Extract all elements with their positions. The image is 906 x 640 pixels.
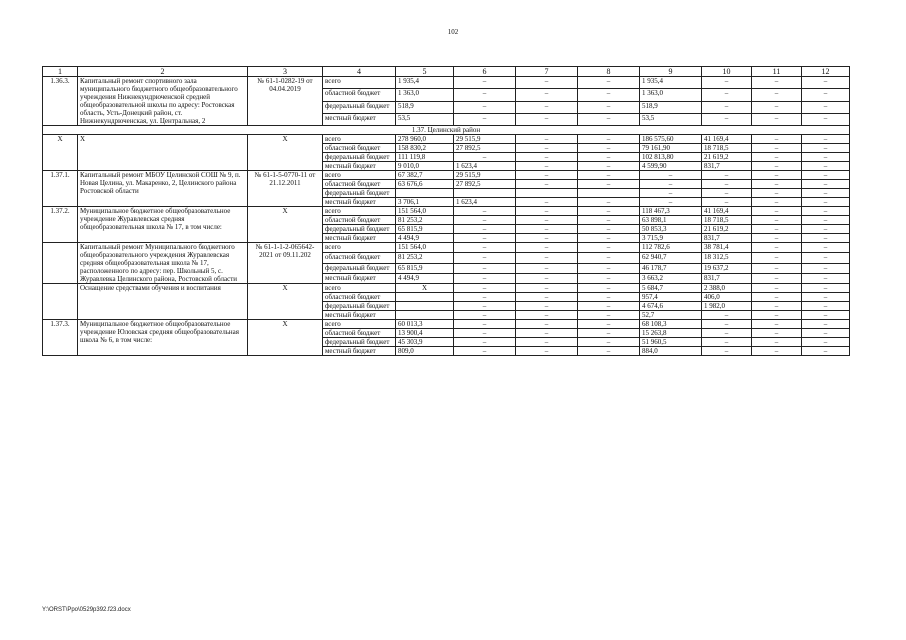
amount-cell: – [578, 207, 640, 216]
amount-cell: – [578, 284, 640, 293]
amount-cell: – [454, 113, 516, 125]
amount-cell: – [702, 113, 752, 125]
amount-cell: – [802, 162, 850, 171]
budget-source: местный бюджет [323, 198, 396, 207]
amount-cell: 4 494,9 [396, 234, 454, 243]
amount-cell: – [516, 347, 578, 356]
amount-cell: – [802, 234, 850, 243]
amount-cell: 27 892,5 [454, 144, 516, 153]
amount-cell: 518,9 [396, 101, 454, 113]
document-ref: № 61-1-5-0770-11 от 21.12.2011 [248, 171, 323, 207]
amount-cell: 3 663,2 [640, 273, 702, 283]
budget-source: федеральный бюджет [323, 225, 396, 234]
amount-cell: 38 781,4 [702, 243, 752, 253]
amount-cell: – [752, 234, 802, 243]
amount-cell: – [454, 234, 516, 243]
amount-cell: 18 312,5 [702, 253, 752, 263]
amount-cell: – [578, 347, 640, 356]
budget-source: местный бюджет [323, 311, 396, 320]
amount-cell: 1 363,0 [396, 89, 454, 101]
amount-cell: 41 169,4 [702, 207, 752, 216]
budget-source: областной бюджет [323, 180, 396, 189]
amount-cell: – [752, 162, 802, 171]
amount-cell: 278 960,0 [396, 135, 454, 144]
amount-cell: 111 119,8 [396, 153, 454, 162]
amount-cell: – [802, 207, 850, 216]
amount-cell: – [516, 101, 578, 113]
amount-cell: – [752, 302, 802, 311]
amount-cell: 831,7 [702, 162, 752, 171]
amount-cell: – [802, 198, 850, 207]
amount-cell: – [578, 113, 640, 125]
amount-cell: – [578, 135, 640, 144]
amount-cell: – [640, 198, 702, 207]
amount-cell: 67 382,7 [396, 171, 454, 180]
amount-cell: – [454, 101, 516, 113]
amount-cell: 46 178,7 [640, 263, 702, 273]
amount-cell: – [802, 311, 850, 320]
amount-cell: – [802, 180, 850, 189]
amount-cell: – [516, 253, 578, 263]
amount-cell: – [578, 320, 640, 329]
amount-cell: – [802, 263, 850, 273]
amount-cell: – [454, 284, 516, 293]
amount-cell: 60 013,3 [396, 320, 454, 329]
amount-cell [396, 302, 454, 311]
budget-source: федеральный бюджет [323, 101, 396, 113]
amount-cell: 1 935,4 [396, 77, 454, 89]
amount-cell: – [516, 89, 578, 101]
amount-cell: 831,7 [702, 273, 752, 283]
amount-cell [396, 293, 454, 302]
amount-cell: 4 494,9 [396, 273, 454, 283]
amount-cell: – [516, 153, 578, 162]
amount-cell: – [702, 329, 752, 338]
amount-cell: – [516, 225, 578, 234]
amount-cell: – [578, 243, 640, 253]
budget-source: федеральный бюджет [323, 263, 396, 273]
amount-cell: 831,7 [702, 234, 752, 243]
amount-cell: – [702, 171, 752, 180]
amount-cell: – [516, 329, 578, 338]
amount-cell: – [516, 338, 578, 347]
amount-cell: 27 892,5 [454, 180, 516, 189]
amount-cell: 112 782,6 [640, 243, 702, 253]
amount-cell: – [578, 198, 640, 207]
amount-cell: – [578, 293, 640, 302]
amount-cell: – [640, 180, 702, 189]
budget-source: федеральный бюджет [323, 189, 396, 198]
amount-cell: 158 830,2 [396, 144, 454, 153]
object-name: Оснащение средствами обучения и воспитания [78, 284, 248, 320]
object-name: Муниципальное бюджетное общеобразовательное учреждение Журавлевская средняя общеобразовательная школа № 17, в том числе: [78, 207, 248, 243]
amount-cell: – [752, 135, 802, 144]
amount-cell: 2 388,0 [702, 284, 752, 293]
amount-cell: 13 900,4 [396, 329, 454, 338]
amount-cell: 19 637,2 [702, 263, 752, 273]
amount-cell: – [752, 180, 802, 189]
amount-cell: – [752, 198, 802, 207]
amount-cell: – [578, 180, 640, 189]
amount-cell: – [752, 253, 802, 263]
amount-cell: – [578, 302, 640, 311]
amount-cell: – [516, 284, 578, 293]
column-header: 7 [516, 67, 578, 77]
column-header: 12 [802, 67, 850, 77]
object-name: Капитальный ремонт МБОУ Целинской СОШ № 9, п. Новая Целина, ул. Макаренко, 2, Целинского района Ростовской области [78, 171, 248, 207]
amount-cell: – [516, 263, 578, 273]
amount-cell: 68 108,3 [640, 320, 702, 329]
amount-cell: 3 706,1 [396, 198, 454, 207]
amount-cell: – [752, 225, 802, 234]
amount-cell: 1 935,4 [640, 77, 702, 89]
amount-cell: 18 718,5 [702, 216, 752, 225]
amount-cell: – [454, 263, 516, 273]
amount-cell: – [578, 162, 640, 171]
amount-cell: – [516, 234, 578, 243]
amount-cell: – [752, 263, 802, 273]
amount-cell: – [752, 243, 802, 253]
section-title: 1.37. Целинский район [43, 126, 850, 135]
budget-source: областной бюджет [323, 216, 396, 225]
amount-cell: 151 564,0 [396, 207, 454, 216]
section-row [43, 126, 850, 135]
budget-source: областной бюджет [323, 253, 396, 263]
amount-cell: 18 718,5 [702, 144, 752, 153]
amount-cell: – [516, 273, 578, 283]
amount-cell: – [454, 225, 516, 234]
amount-cell: – [802, 216, 850, 225]
amount-cell: – [752, 207, 802, 216]
amount-cell: 1 623,4 [454, 198, 516, 207]
row-number: 1.37.1. [43, 171, 78, 207]
amount-cell: – [516, 302, 578, 311]
amount-cell: 52,7 [640, 311, 702, 320]
amount-cell: 29 515,9 [454, 135, 516, 144]
amount-cell: – [802, 144, 850, 153]
amount-cell: – [802, 284, 850, 293]
amount-cell: 62 940,7 [640, 253, 702, 263]
amount-cell [396, 311, 454, 320]
amount-cell: – [802, 77, 850, 89]
amount-cell: – [752, 89, 802, 101]
amount-cell: 809,0 [396, 347, 454, 356]
amount-cell: – [516, 162, 578, 171]
amount-cell: 45 303,9 [396, 338, 454, 347]
amount-cell: – [516, 320, 578, 329]
budget-source: местный бюджет [323, 234, 396, 243]
object-name: Капитальный ремонт спортивного зала муниципального бюджетного общеобразовательного учреждения Нижнекундрюченской средней общеобразовательной школы по адресу: Ростовская область, Усть-Донецкий район, ст. Нижнекундрюченская, ул. Центральная, 2 [78, 77, 248, 126]
amount-cell: – [516, 311, 578, 320]
amount-cell: – [578, 153, 640, 162]
amount-cell: – [454, 207, 516, 216]
amount-cell: – [454, 89, 516, 101]
amount-cell: – [752, 284, 802, 293]
amount-cell: – [454, 253, 516, 263]
budget-source: всего [323, 243, 396, 253]
amount-cell: – [454, 311, 516, 320]
table-row [43, 284, 850, 293]
amount-cell: – [578, 338, 640, 347]
column-header: 6 [454, 67, 516, 77]
amount-cell: – [802, 253, 850, 263]
amount-cell: 53,5 [640, 113, 702, 125]
amount-cell: 81 253,2 [396, 253, 454, 263]
amount-cell: 406,0 [702, 293, 752, 302]
amount-cell: – [516, 216, 578, 225]
object-name: Муниципальное бюджетное общеобразовательное учреждение Юловская средняя общеобразовательная школа № 6, в том числе: [78, 320, 248, 356]
amount-cell: 3 715,9 [640, 234, 702, 243]
budget-source: областной бюджет [323, 293, 396, 302]
amount-cell: – [752, 329, 802, 338]
amount-cell: – [454, 216, 516, 225]
budget-source: областной бюджет [323, 329, 396, 338]
amount-cell: – [454, 243, 516, 253]
amount-cell: – [802, 329, 850, 338]
amount-cell: 50 853,3 [640, 225, 702, 234]
budget-source: местный бюджет [323, 273, 396, 283]
amount-cell: – [578, 144, 640, 153]
amount-cell: – [802, 101, 850, 113]
amount-cell: 63 676,6 [396, 180, 454, 189]
amount-cell: 4 599,90 [640, 162, 702, 171]
amount-cell: 151 564,0 [396, 243, 454, 253]
amount-cell: 102 813,80 [640, 153, 702, 162]
amount-cell: 186 575,60 [640, 135, 702, 144]
amount-cell: – [752, 189, 802, 198]
row-number: 1.37.2. [43, 207, 78, 243]
amount-cell: – [752, 273, 802, 283]
column-header: 10 [702, 67, 752, 77]
amount-cell: – [516, 113, 578, 125]
amount-cell: – [702, 101, 752, 113]
amount-cell: – [702, 320, 752, 329]
amount-cell: 1 623,4 [454, 162, 516, 171]
row-number [43, 243, 78, 284]
document-ref: X [248, 320, 323, 356]
amount-cell: – [578, 89, 640, 101]
budget-table [42, 66, 850, 356]
row-number: X [43, 135, 78, 171]
amount-cell [516, 189, 578, 198]
amount-cell: – [578, 216, 640, 225]
amount-cell: – [802, 225, 850, 234]
column-header: 9 [640, 67, 702, 77]
amount-cell: – [578, 77, 640, 89]
amount-cell: – [516, 135, 578, 144]
row-number: 1.36.3. [43, 77, 78, 126]
document-ref: № 61-1-1-2-065642-2021 от 09.11.202 [248, 243, 323, 284]
amount-cell: – [454, 293, 516, 302]
amount-cell: 5 684,7 [640, 284, 702, 293]
amount-cell: – [516, 180, 578, 189]
budget-source: федеральный бюджет [323, 302, 396, 311]
amount-cell: 15 263,8 [640, 329, 702, 338]
amount-cell: 53,5 [396, 113, 454, 125]
amount-cell: 1 363,0 [640, 89, 702, 101]
budget-source: всего [323, 207, 396, 216]
amount-cell: – [802, 273, 850, 283]
amount-cell: – [702, 198, 752, 207]
amount-cell: – [752, 347, 802, 356]
amount-cell: – [516, 243, 578, 253]
amount-cell: 63 898,1 [640, 216, 702, 225]
column-header: 8 [578, 67, 640, 77]
budget-source: областной бюджет [323, 89, 396, 101]
amount-cell: 884,0 [640, 347, 702, 356]
budget-source: всего [323, 171, 396, 180]
amount-cell: – [702, 189, 752, 198]
amount-cell: – [752, 144, 802, 153]
amount-cell: – [454, 347, 516, 356]
amount-cell: – [752, 293, 802, 302]
amount-cell: – [702, 89, 752, 101]
amount-cell: 9 010,0 [396, 162, 454, 171]
row-number: 1.37.3. [43, 320, 78, 356]
amount-cell: 21 619,2 [702, 225, 752, 234]
amount-cell: – [802, 135, 850, 144]
amount-cell: – [802, 243, 850, 253]
amount-cell: – [802, 320, 850, 329]
amount-cell: – [702, 180, 752, 189]
amount-cell: 957,4 [640, 293, 702, 302]
amount-cell: – [752, 216, 802, 225]
budget-source: федеральный бюджет [323, 153, 396, 162]
amount-cell: – [802, 189, 850, 198]
document-ref: X [248, 135, 323, 171]
amount-cell: X [396, 284, 454, 293]
document-ref: X [248, 207, 323, 243]
column-header: 2 [78, 67, 248, 77]
column-header: 4 [323, 67, 396, 77]
amount-cell [578, 189, 640, 198]
amount-cell: – [702, 347, 752, 356]
amount-cell: – [702, 311, 752, 320]
table-row [43, 171, 850, 180]
amount-cell: 41 169,4 [702, 135, 752, 144]
amount-cell: – [752, 311, 802, 320]
amount-cell: – [702, 338, 752, 347]
amount-cell: 1 982,0 [702, 302, 752, 311]
file-path-footer: Y:\ORST\Ppo\0529p392.f23.docx [42, 607, 131, 613]
table-row [43, 207, 850, 216]
column-header: 11 [752, 67, 802, 77]
amount-cell: – [802, 338, 850, 347]
amount-cell: – [802, 347, 850, 356]
amount-cell: – [516, 77, 578, 89]
amount-cell: – [752, 101, 802, 113]
budget-source: местный бюджет [323, 113, 396, 125]
amount-cell: – [578, 311, 640, 320]
amount-cell: 518,9 [640, 101, 702, 113]
amount-cell: – [516, 293, 578, 302]
amount-cell: – [516, 171, 578, 180]
budget-source: местный бюджет [323, 347, 396, 356]
amount-cell: – [578, 171, 640, 180]
amount-cell: 81 253,2 [396, 216, 454, 225]
amount-cell: – [802, 89, 850, 101]
budget-source: всего [323, 135, 396, 144]
amount-cell: 118 467,3 [640, 207, 702, 216]
amount-cell: – [640, 171, 702, 180]
document-ref: X [248, 284, 323, 320]
amount-cell: 65 815,9 [396, 225, 454, 234]
amount-cell: – [640, 189, 702, 198]
amount-cell: – [578, 273, 640, 283]
row-number [43, 284, 78, 320]
amount-cell: – [578, 234, 640, 243]
amount-cell: – [752, 113, 802, 125]
table-row [43, 135, 850, 144]
budget-source: всего [323, 284, 396, 293]
amount-cell: 4 674,6 [640, 302, 702, 311]
amount-cell: – [802, 153, 850, 162]
amount-cell: – [802, 113, 850, 125]
amount-cell: – [752, 171, 802, 180]
object-name: X [78, 135, 248, 171]
amount-cell: – [752, 153, 802, 162]
amount-cell: – [454, 329, 516, 338]
column-header: 3 [248, 67, 323, 77]
amount-cell: – [516, 198, 578, 207]
budget-source: местный бюджет [323, 162, 396, 171]
document-ref: № 61-1-0282-19 от 04.04.2019 [248, 77, 323, 126]
amount-cell: – [454, 273, 516, 283]
amount-cell: – [578, 101, 640, 113]
amount-cell: 21 619,2 [702, 153, 752, 162]
amount-cell: – [578, 329, 640, 338]
amount-cell: 51 960,5 [640, 338, 702, 347]
amount-cell: 79 161,90 [640, 144, 702, 153]
object-name: Капитальный ремонт Муниципального бюджетного общеобразовательного учреждения Журавлевская средняя общеобразовательная школа № 17, расположенного по адресу: пер. Школьный 5, с. Журавлевка Целинского района, Ростовской области [78, 243, 248, 284]
amount-cell: – [802, 293, 850, 302]
budget-source: всего [323, 320, 396, 329]
amount-cell: – [516, 207, 578, 216]
page-number: 102 [447, 28, 459, 36]
amount-cell: 65 815,9 [396, 263, 454, 273]
budget-source: федеральный бюджет [323, 338, 396, 347]
amount-cell: – [454, 302, 516, 311]
table-row [43, 320, 850, 329]
amount-cell: – [454, 320, 516, 329]
amount-cell [396, 189, 454, 198]
table-row [43, 243, 850, 253]
amount-cell: – [454, 153, 516, 162]
amount-cell: – [802, 171, 850, 180]
amount-cell: – [516, 144, 578, 153]
column-header: 1 [43, 67, 78, 77]
amount-cell: – [752, 338, 802, 347]
amount-cell: – [578, 263, 640, 273]
column-header-row [43, 67, 850, 77]
amount-cell: 29 515,9 [454, 171, 516, 180]
amount-cell: – [578, 253, 640, 263]
amount-cell: – [752, 77, 802, 89]
amount-cell: – [578, 225, 640, 234]
amount-cell: – [752, 320, 802, 329]
amount-cell: – [802, 302, 850, 311]
column-header: 5 [396, 67, 454, 77]
amount-cell: – [702, 77, 752, 89]
budget-source: всего [323, 77, 396, 89]
table-row [43, 77, 850, 89]
budget-source: областной бюджет [323, 144, 396, 153]
amount-cell: – [454, 77, 516, 89]
amount-cell [454, 189, 516, 198]
amount-cell: – [454, 338, 516, 347]
